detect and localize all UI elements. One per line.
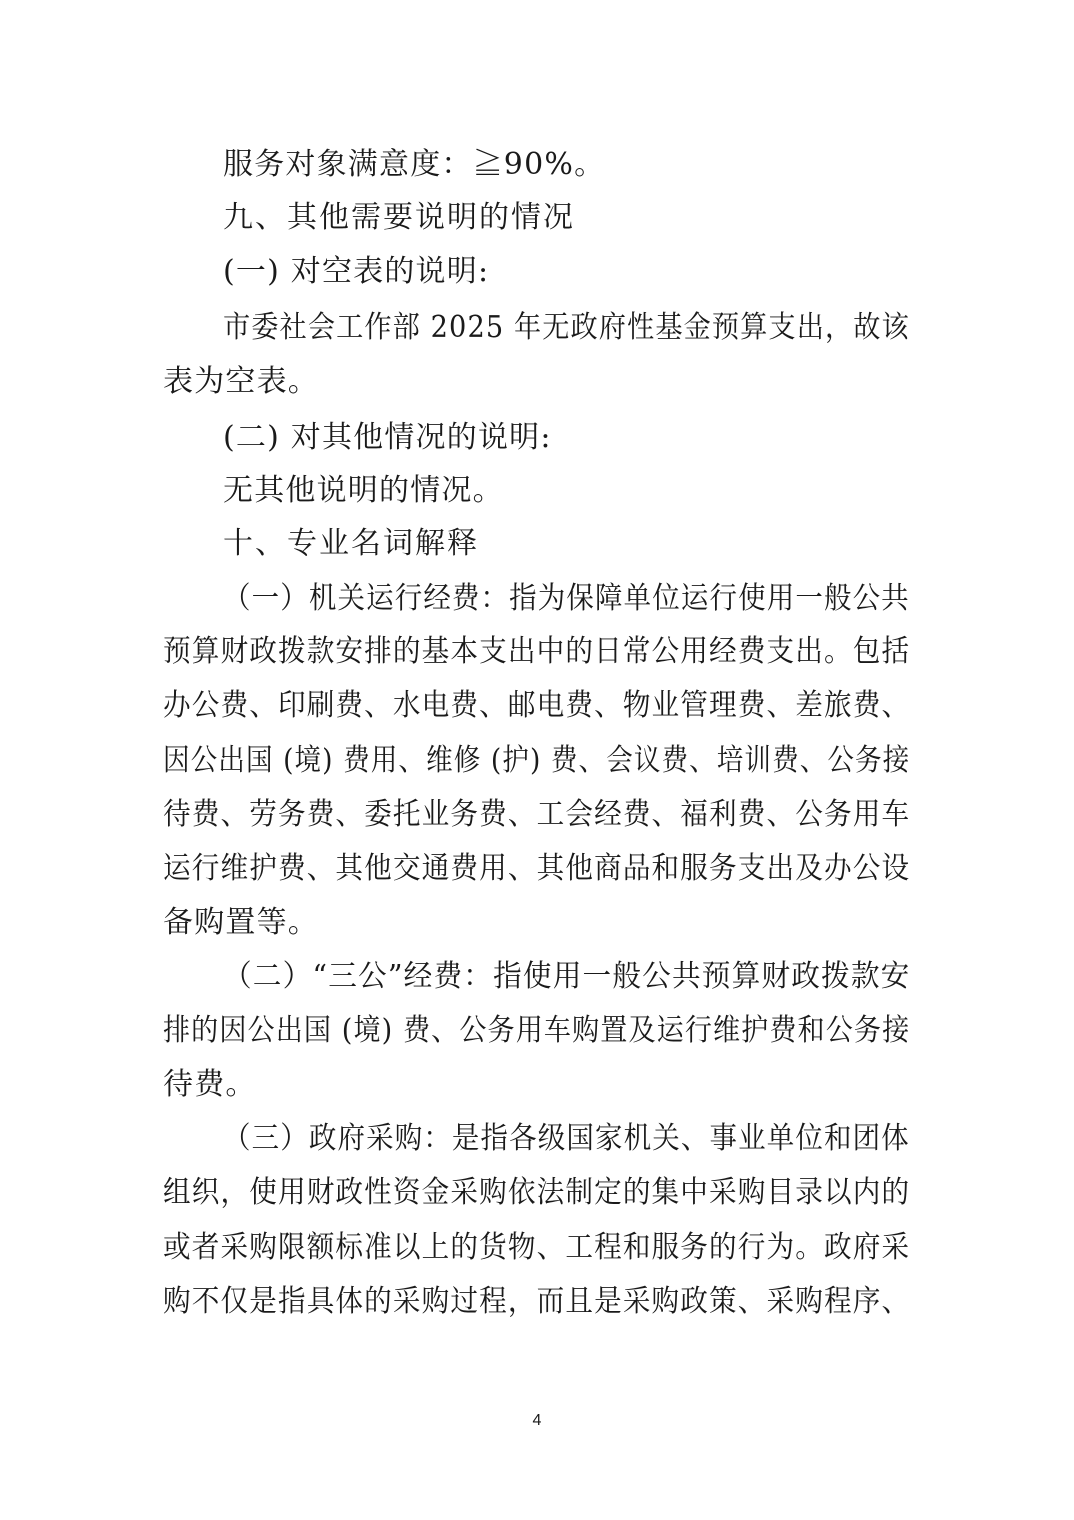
paragraph-line: 预算财政拨款安排的基本支出中的日常公用经费支出。包括 <box>163 634 911 669</box>
page-number: 4 <box>532 1412 542 1429</box>
term-2-first-line: （二）“三公”经费：指使用一般公共预算财政拨款安 <box>223 959 911 994</box>
term-3-first-line: （三）政府采购：是指各级国家机关、事业单位和团体 <box>223 1121 910 1156</box>
paragraph-line: 待费。 <box>163 1067 257 1102</box>
paragraph-line: 运行维护费、其他交通费用、其他商品和服务支出及办公设 <box>163 851 911 886</box>
paragraph-line: 购不仅是指具体的采购过程，而且是采购政策、采购程序、 <box>163 1284 911 1319</box>
subheading-empty-table: (一) 对空表的说明: <box>223 254 490 289</box>
paragraph-line: 因公出国 (境) 费用、维修 (护) 费、会议费、培训费、公务接 <box>163 743 911 778</box>
paragraph-line: 或者采购限额标准以上的货物、工程和服务的行为。政府采 <box>163 1230 911 1265</box>
section-heading-9: 九、其他需要说明的情况 <box>223 200 575 235</box>
subheading-other: (二) 对其他情况的说明: <box>223 420 552 455</box>
paragraph-line: 无其他说明的情况。 <box>223 473 504 508</box>
paragraph-line: 组织，使用财政性资金采购依法制定的集中采购目录以内的 <box>163 1175 911 1210</box>
paragraph-line: 排的因公出国 (境) 费、公务用车购置及运行维护费和公务接 <box>163 1013 911 1048</box>
paragraph-line: 办公费、印刷费、水电费、邮电费、物业管理费、差旅费、 <box>163 688 911 723</box>
paragraph-line: 市委社会工作部 2025 年无政府性基金预算支出，故该 <box>223 310 910 345</box>
paragraph-line: 备购置等。 <box>163 905 319 940</box>
term-1-first-line: （一）机关运行经费：指为保障单位运行使用一般公共 <box>223 581 910 616</box>
paragraph-line: 待费、劳务费、委托业务费、工会经费、福利费、公务用车 <box>163 797 911 832</box>
section-heading-10: 十、专业名词解释 <box>223 526 479 561</box>
paragraph-line: 表为空表。 <box>163 364 319 399</box>
satisfaction-line: 服务对象满意度：≧90%。 <box>223 147 606 182</box>
